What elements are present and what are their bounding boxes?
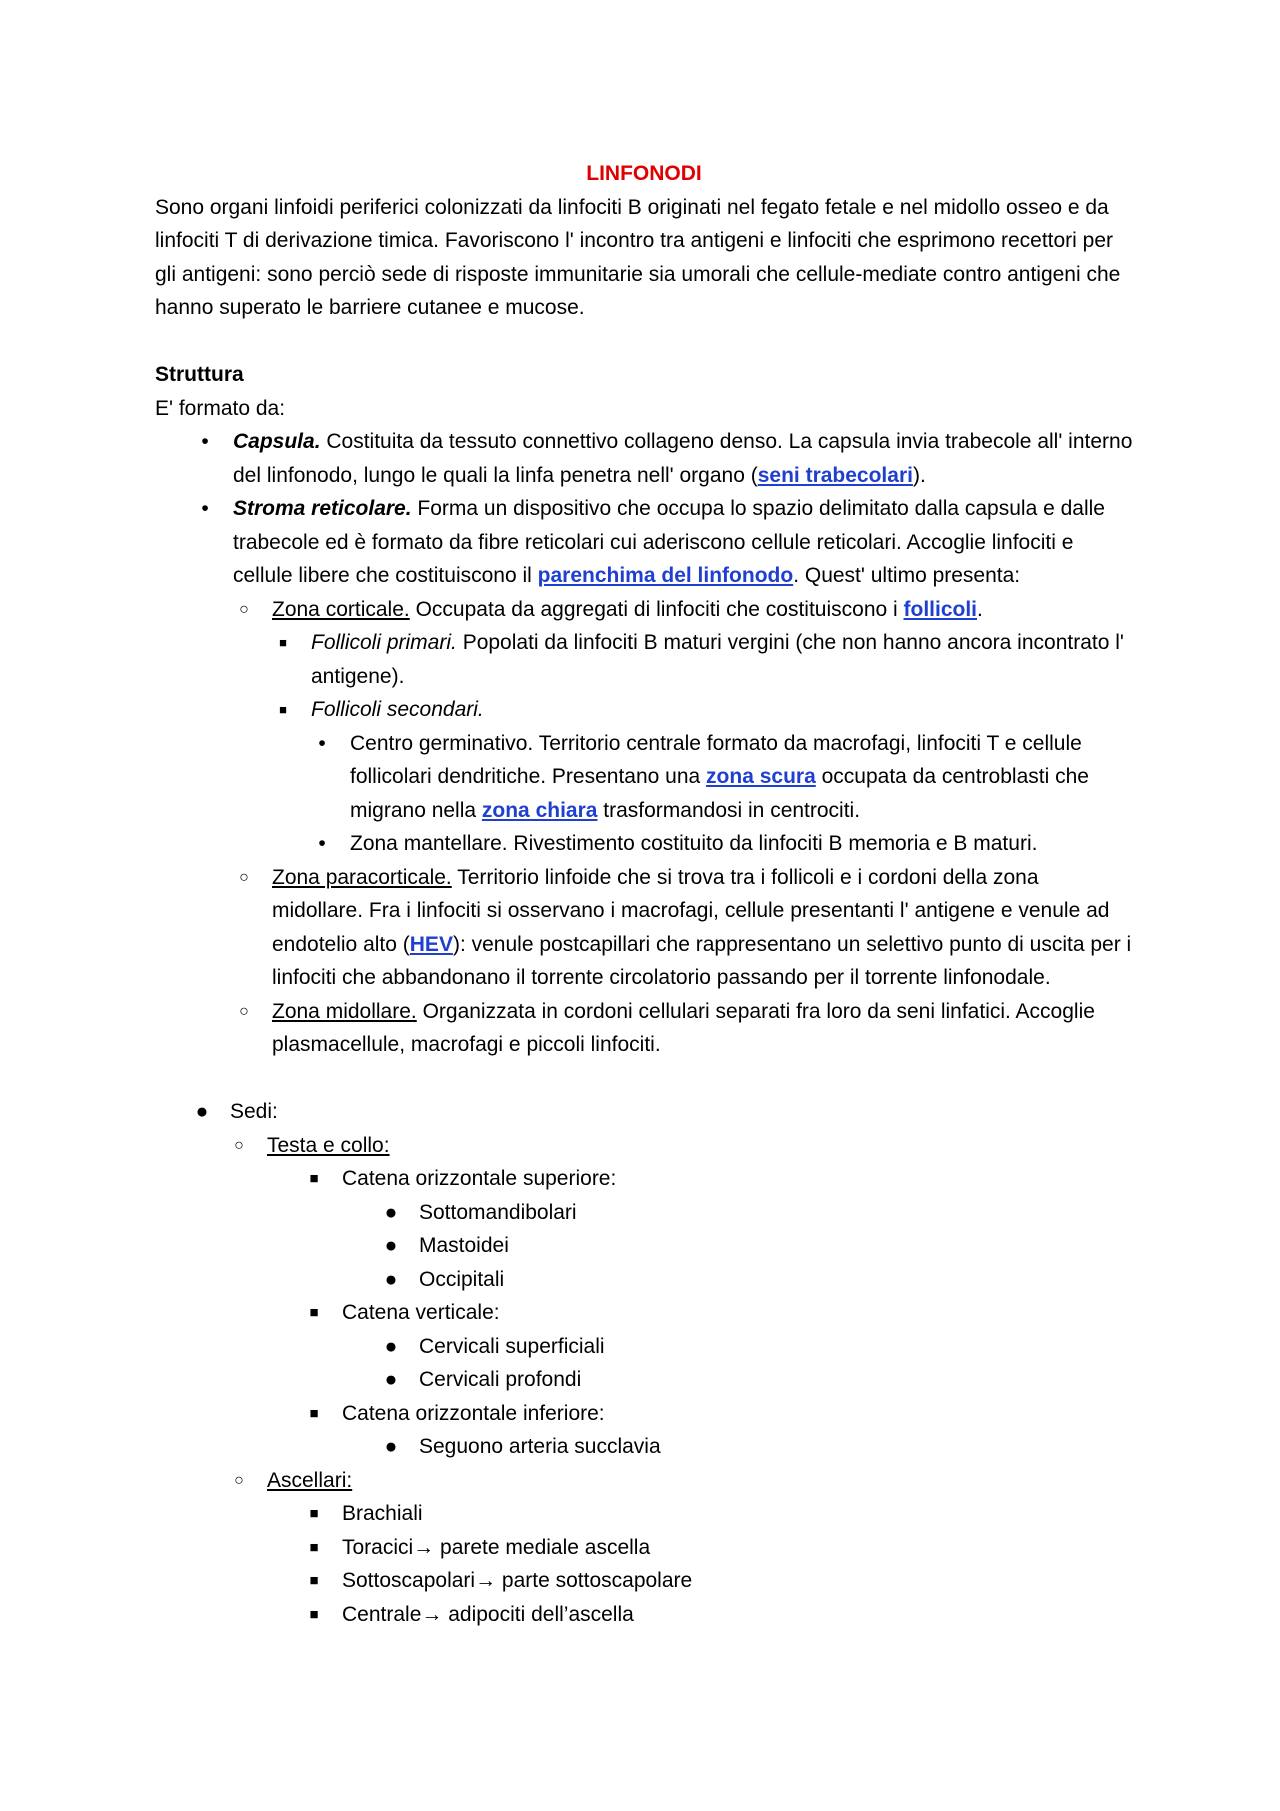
struttura-list: [155, 425, 1133, 1062]
catena-superiore-label: Catena orizzontale superiore:: [342, 1167, 617, 1190]
item-label: Cervicali profondi: [419, 1368, 582, 1391]
sedi-list: [155, 1095, 1133, 1631]
list-item-mantellare: [155, 827, 1133, 861]
list-item-corticale: [155, 593, 1133, 627]
term-stroma: Stroma reticolare.: [233, 497, 412, 520]
list-item: [155, 1430, 1133, 1464]
link-parenchima[interactable]: parenchima del linfonodo: [537, 564, 794, 587]
list-item-germinativo: [155, 727, 1133, 828]
term-secondari: Follicoli secondari.: [311, 698, 484, 721]
filled-circle-icon: ●: [384, 1234, 398, 1257]
link-zona-chiara[interactable]: zona chiara: [481, 798, 598, 822]
bullet-icon: •: [201, 430, 209, 453]
paracorticale-text: Territorio linfoide che si trova tra i follicoli e i cordoni della zona midollare. Fra i linfociti si osservano i macrofagi, cellule presentanti l' antigene e venule ad endotelio alto (: [272, 865, 1110, 956]
term-midollare: Zona midollare.: [272, 999, 417, 1023]
document-body: [155, 157, 1133, 1631]
germinativo-mid: occupata da centroblasti che migrano nella: [350, 765, 1089, 822]
list-item-catena-verticale: [155, 1296, 1133, 1330]
paracorticale-end: ): venule postcapillari che rappresentano un selettivo punto di uscita per i linfociti che abbandonano il torrente circolatorio passando per il torrente linfonodale.: [272, 932, 1132, 989]
list-item: [155, 1497, 1133, 1531]
square-bullet-icon: ■: [309, 1605, 319, 1623]
list-item-catena-inferiore: [155, 1397, 1133, 1431]
list-item: [155, 1598, 1133, 1632]
list-item: [155, 1263, 1133, 1297]
section-heading-struttura: Struttura: [155, 363, 244, 386]
stroma-end: . Quest' ultimo presenta:: [793, 564, 1021, 587]
hollow-circle-icon: ○: [239, 1002, 249, 1020]
item-label: Toracici→ parete mediale ascella: [342, 1535, 651, 1559]
term-paracorticale: Zona paracorticale.: [272, 865, 452, 889]
square-bullet-icon: ■: [309, 1572, 319, 1589]
list-item-testa-collo: [155, 1129, 1133, 1163]
item-label: Cervicali superficiali: [419, 1334, 605, 1358]
corticale-end: .: [977, 597, 983, 621]
list-item-capsula: [155, 425, 1133, 492]
bullet-icon: •: [318, 731, 326, 755]
list-item-ascellari: [155, 1464, 1133, 1498]
filled-circle-icon: ●: [195, 1100, 209, 1123]
primari-text: Popolati da linfociti B maturi vergini (che non hanno ancora incontrato l' antigene).: [311, 631, 1124, 688]
list-item-secondari: [155, 693, 1133, 727]
term-primari: Follicoli primari.: [311, 631, 457, 654]
item-label: Mastoidei: [419, 1234, 509, 1257]
catena-inferiore-label: Catena orizzontale inferiore:: [342, 1401, 605, 1425]
bullet-icon: •: [201, 497, 209, 520]
sedi-label: Sedi:: [230, 1100, 278, 1123]
square-bullet-icon: ■: [309, 1170, 319, 1187]
midollare-text: Organizzata in cordoni cellulari separati fra loro da seni linfatici. Accoglie plasmacellule, macrofagi e piccoli linfociti.: [272, 999, 1095, 1056]
link-seni-trabecolari[interactable]: seni trabecolari: [757, 463, 913, 487]
capsula-end: ).: [912, 463, 926, 487]
hollow-circle-icon: ○: [239, 868, 249, 886]
hollow-circle-icon: ○: [234, 1471, 244, 1489]
stroma-text: Forma un dispositivo che occupa lo spazio delimitato dalla capsula e dalle trabecole ed è formato da fibre reticolari cui aderiscono cellule reticolari. Accoglie linfociti e cellule libere che costituiscono il: [233, 497, 1105, 587]
list-item: [155, 1531, 1133, 1565]
term-capsula: Capsula.: [233, 430, 321, 453]
link-zona-scura[interactable]: zona scura: [706, 765, 816, 788]
blank-line: [155, 1062, 1133, 1096]
filled-circle-icon: ●: [384, 1368, 398, 1391]
ascellari-label: Ascellari:: [267, 1468, 353, 1492]
item-label: Sottomandibolari: [419, 1200, 577, 1224]
list-item: [155, 1330, 1133, 1364]
list-item: [155, 1564, 1133, 1598]
list-item: [155, 1229, 1133, 1263]
list-item-sedi: [155, 1095, 1133, 1129]
link-follicoli[interactable]: follicoli: [903, 597, 978, 621]
list-item-midollare: [155, 995, 1133, 1062]
page-title: LINFONODI: [586, 162, 702, 185]
testa-collo-label: Testa e collo:: [267, 1133, 390, 1157]
capsula-text: Costituita da tessuto connettivo collageno denso. La capsula invia trabecole all' interno del linfonodo, lungo le quali la linfa penetra nell' organo (: [233, 430, 1133, 487]
item-label: Centrale→ adipociti dell’ascella: [342, 1602, 634, 1626]
hollow-circle-icon: ○: [239, 600, 249, 618]
filled-circle-icon: ●: [384, 1200, 398, 1224]
list-item: [155, 1363, 1133, 1397]
square-bullet-icon: ■: [309, 1304, 319, 1321]
filled-circle-icon: ●: [384, 1267, 398, 1291]
corticale-text: Occupata da aggregati di linfociti che costituiscono i: [409, 597, 904, 621]
list-item-stroma: [155, 492, 1133, 593]
intro-paragraph: Sono organi linfoidi periferici colonizzati da linfociti B originati nel fegato fetale e nel midollo osseo e da linfociti T di derivazione timica. Favoriscono l' incontro tra antigeni e linfociti che esprimono recettori per gli antigeni: sono perciò sede di risposte immunitarie sia umorali che cellule-mediate contro antigeni che hanno superato le barriere cutanee e mucose.: [155, 195, 1121, 319]
square-bullet-icon: ■: [279, 702, 287, 717]
struttura-lead: E' formato da:: [155, 396, 286, 420]
mantellare-text: Zona mantellare. Rivestimento costituito da linfociti B memoria e B maturi.: [350, 832, 1038, 855]
item-label: Sottoscapolari→ parte sottoscapolare: [342, 1569, 693, 1592]
item-label: Brachiali: [342, 1502, 423, 1525]
bullet-icon: •: [318, 832, 326, 855]
square-bullet-icon: ■: [309, 1538, 319, 1556]
list-item-primari: [155, 626, 1133, 693]
list-item-catena-superiore: [155, 1162, 1133, 1196]
blank-line: [155, 325, 1133, 359]
square-bullet-icon: ■: [309, 1505, 319, 1522]
germinativo-text: Centro germinativo. Territorio centrale formato da macrofagi, linfociti T e cellule follicolari dendritiche. Presentano una: [350, 731, 1082, 788]
germinativo-end: trasformandosi in centrociti.: [597, 798, 861, 822]
square-bullet-icon: ■: [309, 1404, 319, 1422]
catena-verticale-label: Catena verticale:: [342, 1301, 500, 1324]
item-label: Seguono arteria succlavia: [419, 1435, 661, 1458]
filled-circle-icon: ●: [384, 1435, 398, 1458]
filled-circle-icon: ●: [384, 1334, 398, 1358]
link-hev[interactable]: HEV: [409, 932, 453, 956]
item-label: Occipitali: [419, 1267, 505, 1291]
hollow-circle-icon: ○: [234, 1136, 244, 1154]
term-corticale: Zona corticale.: [272, 597, 410, 621]
list-item: [155, 1196, 1133, 1230]
list-item-paracorticale: [155, 861, 1133, 995]
square-bullet-icon: ■: [279, 635, 287, 650]
